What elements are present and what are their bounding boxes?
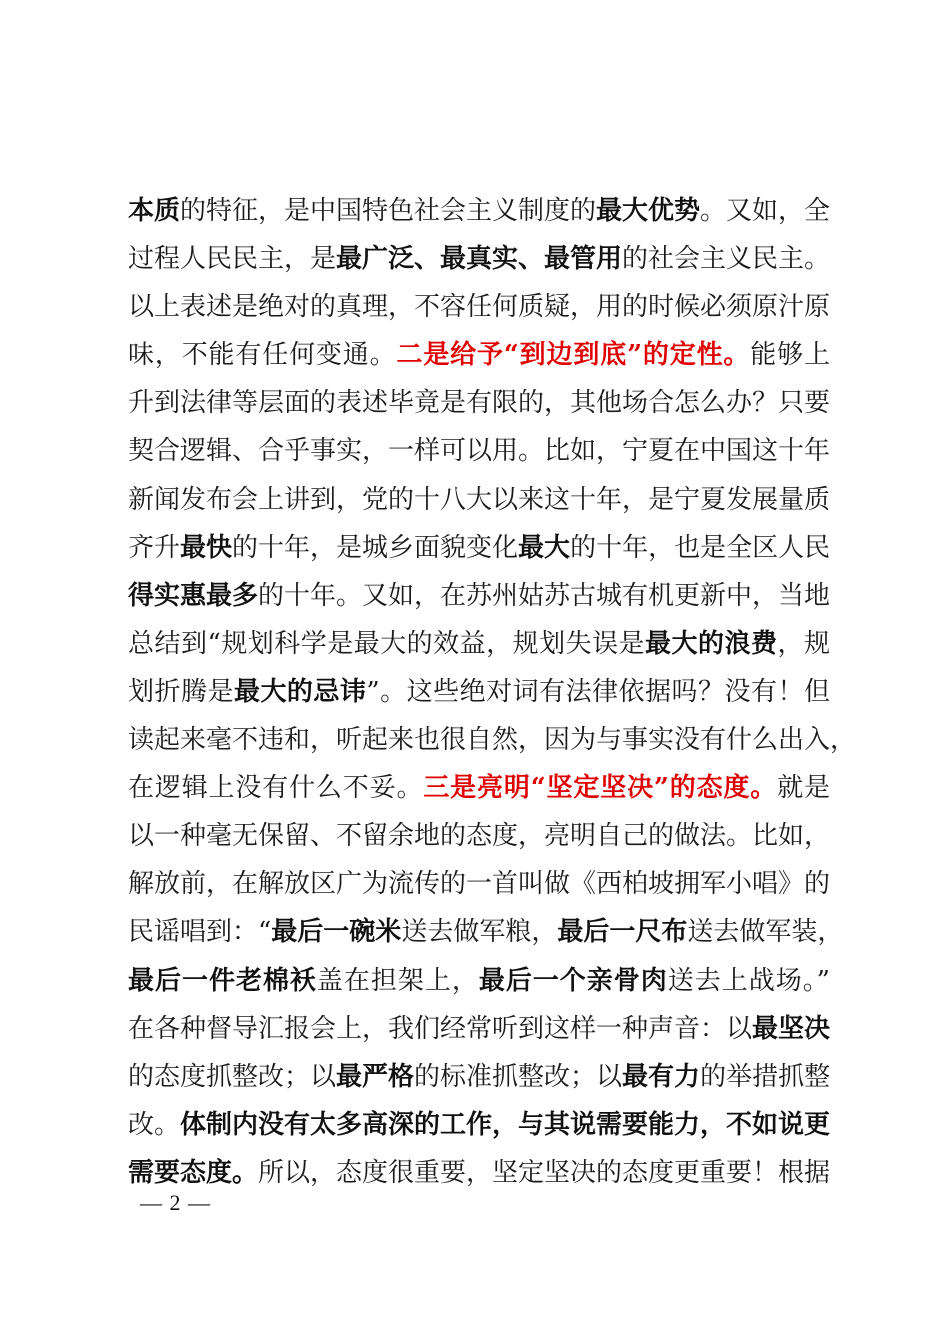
text-line <box>128 476 830 524</box>
text-run: 读起来毫不违和，听起来也很自然，因为与事实没有什么出入， <box>128 725 857 756</box>
bold-text: 最大优势 <box>596 196 701 226</box>
text-run: 以上表述是绝对的真理，不容任何质疑，用的时候必须原汁原 <box>128 292 831 323</box>
text-run: 民谣唱到：“ <box>128 917 272 948</box>
text-run: 的社会主义民主。 <box>622 244 831 275</box>
text-run: 送去上战场。” <box>667 965 830 996</box>
text-run: 过程人民民主，是 <box>128 244 337 275</box>
text-run: 的十年，也是全区人民 <box>570 532 831 563</box>
bold-text: 最后一尺布 <box>557 917 688 948</box>
text-run: 能够上 <box>750 340 830 371</box>
text-run: 。又如，全 <box>700 196 831 226</box>
text-run: 以一种毫无保留、不留余地的态度，亮明自己的做法。比如， <box>128 821 831 852</box>
text-run: ，规 <box>777 628 830 659</box>
bold-text: 最大的忌讳 <box>233 676 367 707</box>
text-run: 新闻发布会上讲到，党的十八大以来这十年，是宁夏发展量质 <box>128 484 831 515</box>
text-run: 送去做军粮， <box>401 917 558 948</box>
page-number: — 2 — <box>140 1190 211 1215</box>
text-run: 的态度抓整改；以 <box>128 1061 337 1092</box>
bold-text: 最后一个亲骨肉 <box>478 965 668 996</box>
text-run: 所以，态度很重要，坚定坚决的态度更重要！根据 <box>258 1157 831 1188</box>
bold-text: 体制内没有太多高深的工作，与其说需要能力，不如说更 <box>180 1109 831 1140</box>
text-line <box>128 379 830 427</box>
text-run: 升到法律等层面的表述毕竟是有限的，其他场合怎么办？只要 <box>128 388 831 419</box>
bold-text: 得实惠最多 <box>128 580 259 611</box>
text-line <box>128 908 844 956</box>
bold-text: 最有力 <box>622 1061 701 1092</box>
text-line <box>128 620 830 668</box>
text-run: 的举措抓整 <box>700 1061 831 1092</box>
bold-text: 最快 <box>180 532 233 563</box>
text-line <box>128 572 830 620</box>
text-run: 总结到“规划科学是最大的效益，规划失误是 <box>128 628 646 659</box>
text-line <box>128 1005 830 1053</box>
bold-text: 最大的浪费 <box>645 628 778 659</box>
bold-text: 需要态度。 <box>128 1157 259 1188</box>
bold-text: 本质 <box>128 196 181 226</box>
text-run: 解放前，在解放区广为流传的一首叫做《西柏坡拥军小唱》的 <box>128 869 831 900</box>
text-run: 改。 <box>128 1109 181 1140</box>
text-run: 的十年。又如，在苏州姑苏古城有机更新中，当地 <box>258 580 831 611</box>
text-run: 契合逻辑、合乎事实，一样可以用。比如，宁夏在中国这十年 <box>128 436 831 467</box>
text-run: 在各种督导汇报会上，我们经常听到这样一种声音：以 <box>128 1013 753 1044</box>
red-highlight-text: 三是亮明“坚定坚决”的态度。 <box>423 773 778 804</box>
text-line <box>128 1149 830 1197</box>
text-line <box>128 524 830 572</box>
text-line <box>128 1053 830 1101</box>
text-line <box>128 427 830 475</box>
bold-text: 最后一碗米 <box>271 917 402 948</box>
text-run: 的标准抓整改；以 <box>414 1061 623 1092</box>
bold-text: 最坚决 <box>752 1013 831 1044</box>
bold-text: 最后一件老棉袄 <box>128 965 317 996</box>
red-highlight-text: 二是给予“到边到底”的定性。 <box>396 340 751 371</box>
text-line <box>128 668 830 716</box>
text-line <box>128 283 830 331</box>
text-run: 味，不能有任何变通。 <box>128 340 397 371</box>
text-line <box>128 812 830 860</box>
text-run: 盖在担架上， <box>316 965 479 996</box>
text-line <box>128 716 857 764</box>
text-run: 齐升 <box>128 532 181 563</box>
text-line <box>128 860 830 908</box>
text-line <box>128 235 830 283</box>
text-line <box>128 764 830 812</box>
text-run: 在逻辑上没有什么不妥。 <box>128 773 424 804</box>
text-run: 送去做军装， <box>687 917 844 948</box>
text-line <box>128 1101 830 1149</box>
bold-text: 最严格 <box>336 1061 415 1092</box>
text-line <box>128 187 830 235</box>
text-run: ”。这些绝对词有法律依据吗？没有！但 <box>366 676 830 707</box>
body-text <box>128 187 857 1197</box>
bold-text: 最大 <box>518 532 571 563</box>
bold-text: 最广泛、最真实、最管用 <box>336 244 623 275</box>
text-line <box>128 957 830 1005</box>
text-run: 划折腾是 <box>128 676 234 707</box>
text-line <box>128 331 830 379</box>
text-run: 的特征，是中国特色社会主义制度的 <box>180 196 597 226</box>
text-run: 的十年，是城乡面貌变化 <box>232 532 519 563</box>
text-run: 就是 <box>777 773 830 804</box>
